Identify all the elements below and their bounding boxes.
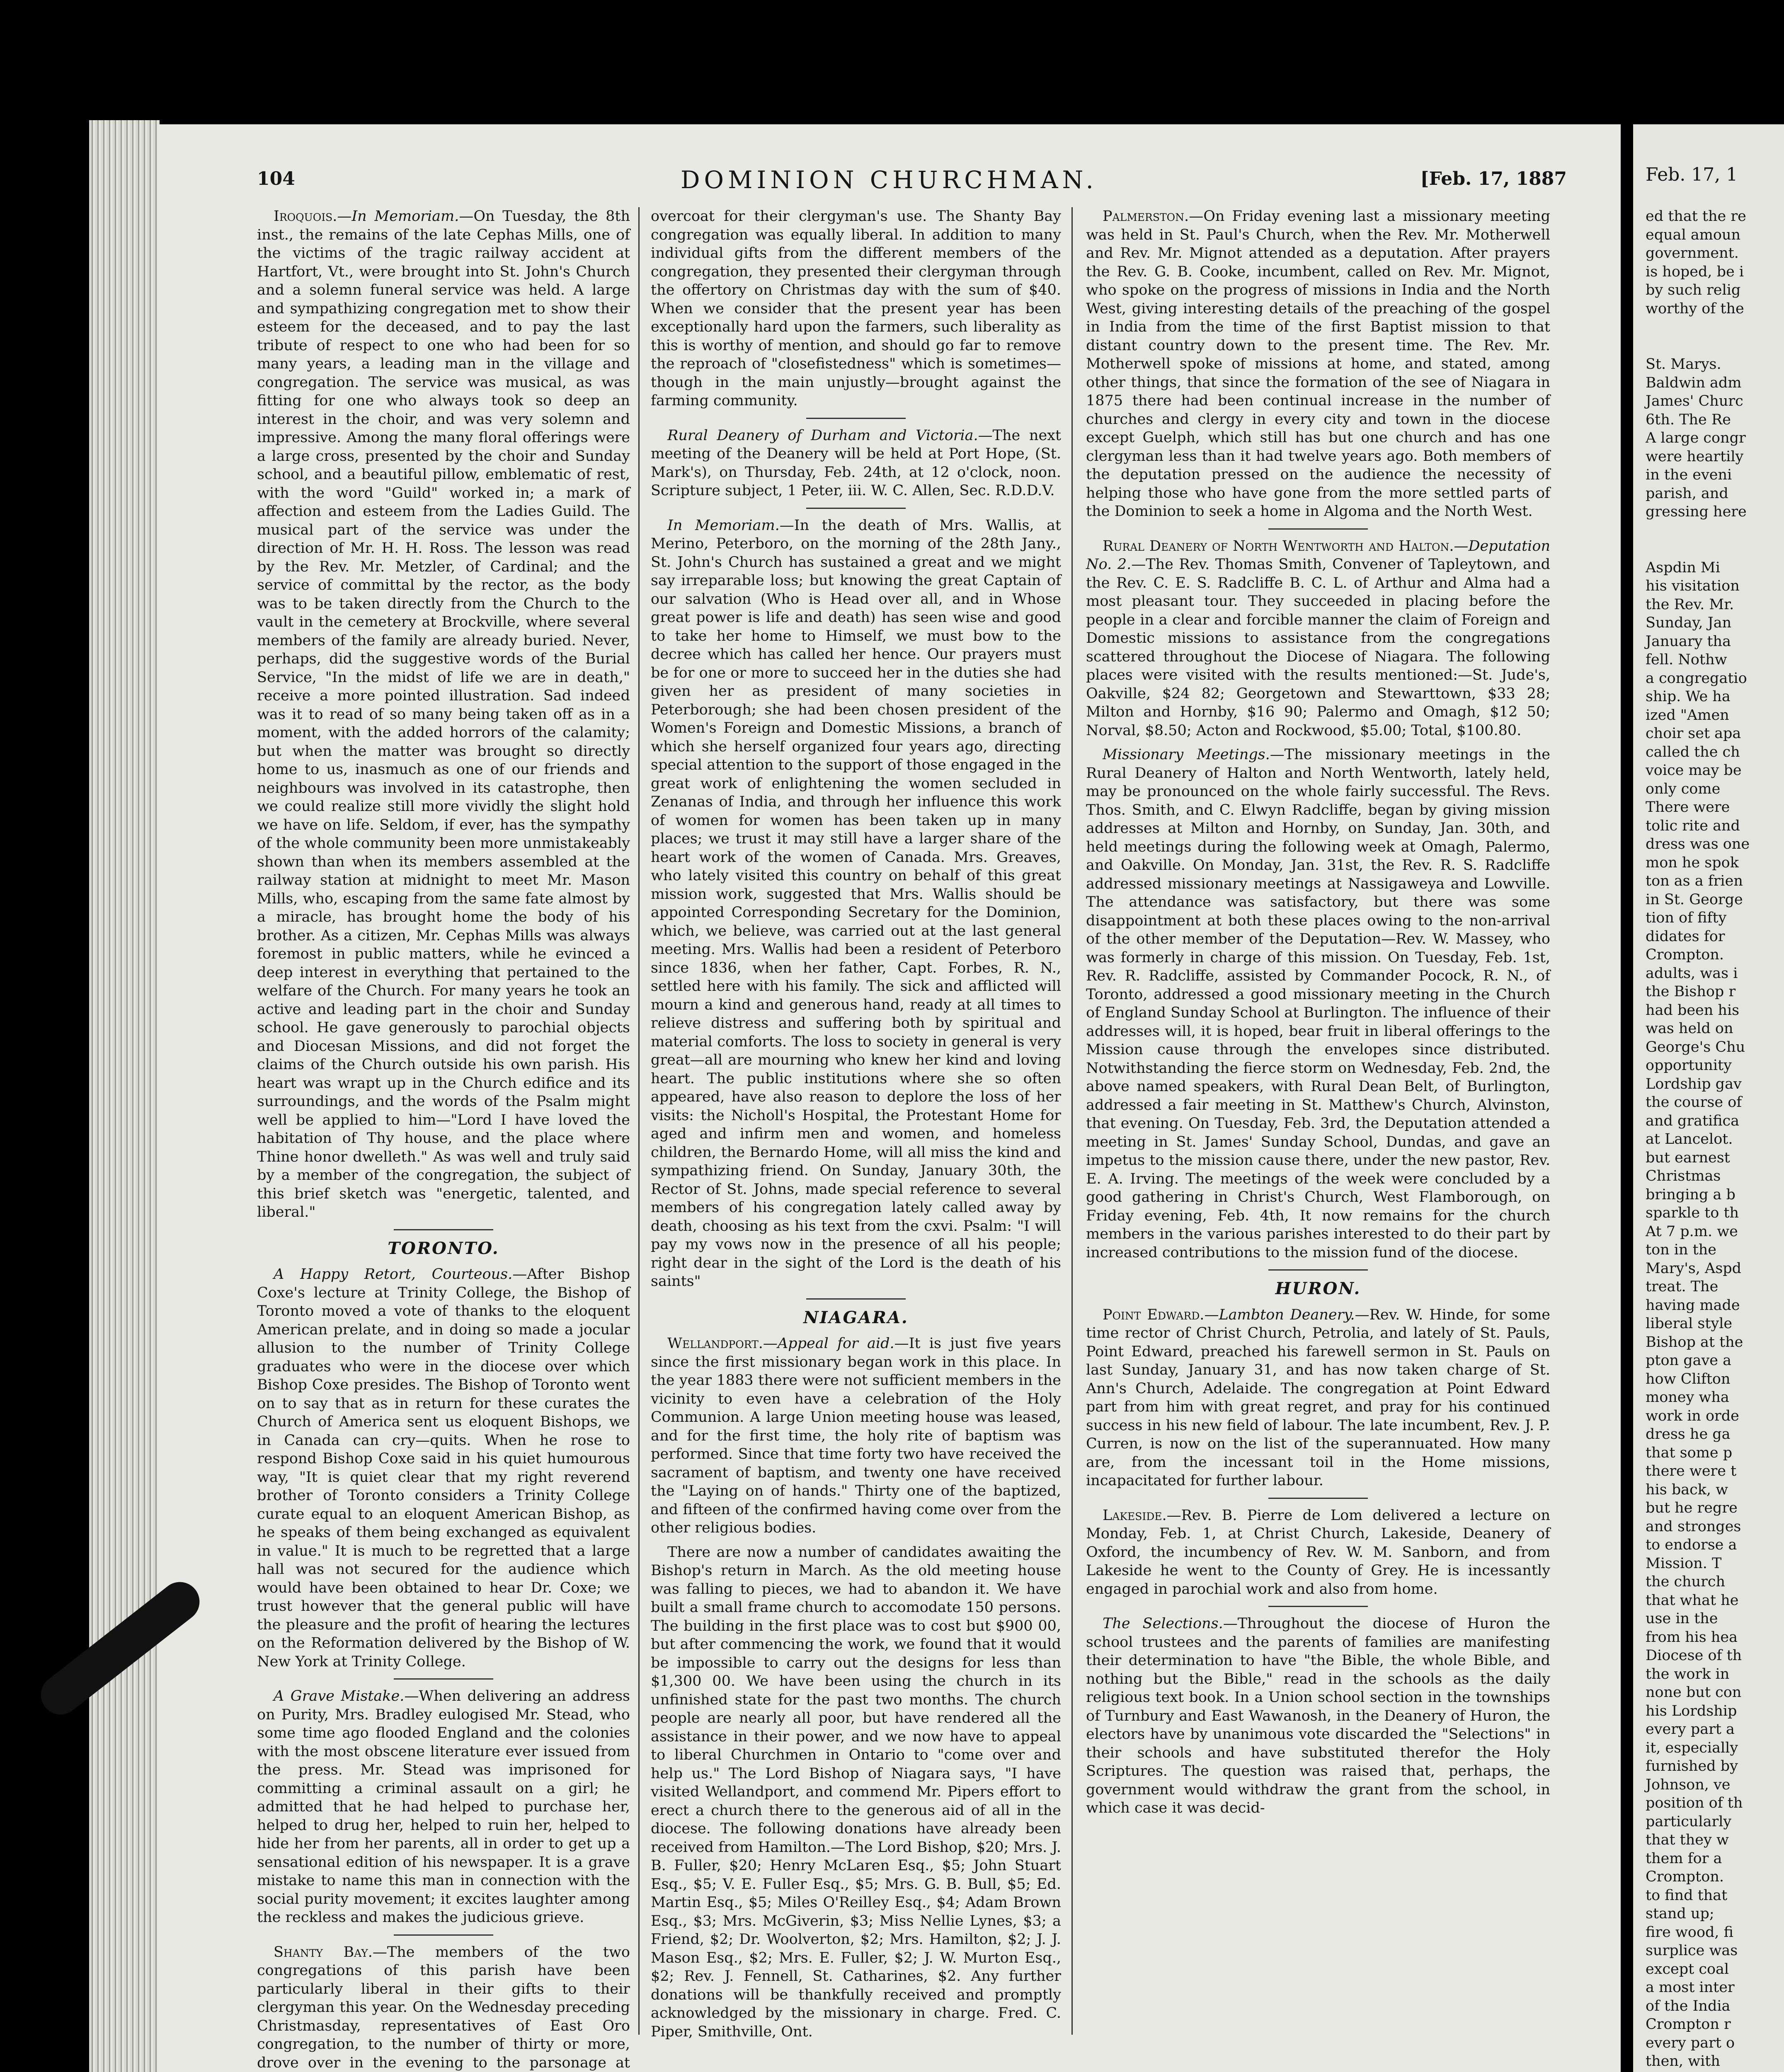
next-page-line: ship. We ha [1646, 688, 1731, 705]
separator [394, 1678, 493, 1680]
next-page-line: Lordship gav [1646, 1075, 1742, 1092]
next-page-line: mon he spok [1646, 854, 1739, 871]
next-page-line: his visitation [1646, 578, 1740, 594]
next-page-line: called the ch [1646, 743, 1740, 760]
column-rule [1071, 207, 1073, 2035]
next-page-line: but he regre [1646, 1500, 1738, 1516]
next-page-line: gressing here [1646, 503, 1747, 520]
separator [806, 1298, 906, 1300]
separator [1268, 528, 1368, 530]
article-wellandport-continued: There are now a number of candidates awaiting the Bishop's return in March. As the old meeting house was falling to pieces, we had to abandon it. We have built a small frame church to accomodate 150 persons. The building in the first place was to cost but $900 00, but after commencing the work, we found that it would be impossible to carry out the designs for less than $1,300 00. We have been using the church in its unfinished state for the past two months. The church people are nearly all poor, but have rendered all the assistance in their power, and we now have to appeal to liberal Churchmen in Ontario to "come over and help us." The Lord Bishop of Niagara says, "I have visited Wellandport, and commend Mr. Pipers effort to erect a church there to the generous aid of all in the diocese. The following donations have already been received from Hamilton.—The Lord Bishop, $20; Mrs. J. B. Fuller, $20; Henry McLaren Esq., $5; John Stuart Esq., $5; V. E. Fuller Esq., $5; Mrs. G. B. Bull, $5; Ed. Martin Esq., $5; Miles O'Reilley Esq., $4; Adam Brown Esq., $3; Mrs. McGiverin, $3; Miss Nellie Lynes, $3; a Friend, $2; Dr. Woolverton, $2; Mrs. Hamilton, $2; J. J. Mason Esq., $2; Mrs. E. Fuller, $2; J. W. Murton Esq., $2; Rev. J. Fennell, St. Catharines, $2. Any further donations will be thankfully received and promptly acknowledged by the missionary in charge. Fred. C. Piper, Smithville, Ont. [651, 1544, 1061, 2040]
next-page-line: and stronges [1646, 1518, 1741, 1535]
next-page-line: There were [1646, 799, 1730, 816]
next-page-line: ton in the [1646, 1242, 1716, 1258]
next-page-line: to find that [1646, 1887, 1728, 1904]
article-missionary-meetings: Missionary Meetings.—The missionary meetings in the Rural Deanery of Halton and North Wentworth, lately held, may be pronounced on the whole fairly successful. The Revs. Thos. Smith, and C. Elwyn Radcliffe, began by giving mission addresses at Milton and Hornby, on Sunday, Jan. 30th, and held meetings during the following week at Omagh, Palermo, and Oakville. On Monday, Jan. 31st, the Rev. R. S. Radcliffe addressed missionary meetings at Nassigaweya and Lowville. The attendance was satisfactory, but there was some disappointment at both these places owing to the non-arrival of the other member of the Deputation—Rev. W. Massey, who was formerly in charge of this mission. On Tuesday, Feb. 1st, Rev. R. Radcliffe, assisted by Commander Pocock, R. N., of Toronto, addressed a good missionary meeting in the Church of England Sunday School at Burlington. The influence of their addresses will, it is hoped, bear fruit in liberal offerings to the Mission cause through the envelopes since distributed. Notwithstanding the fierce storm on Wednesday, Feb. 2nd, the above named speakers, with Rural Dean Belt, of Burlington, addressed a fair meeting in St. Matthew's Church, Alvinston, that evening. On Tuesday, Feb. 3rd, the Deputation attended a meeting in St. James' Sunday School, Dundas, and gave an impetus to the mission cause there, under the new pastor, Rev. E. A. Irving. The meetings of the week were concluded by a good gathering in Christ's Church, West Flamborough, on Friday evening, Feb. 4th, It now remains for the church members in the various parishes interested to do their part by increased contributions to the mission fund of the diocese. [1086, 746, 1550, 1261]
next-page-text [1633, 124, 1784, 2072]
separator [1268, 1498, 1368, 1499]
next-page-line: every part a [1646, 1721, 1735, 1738]
next-page-line: government. [1646, 245, 1739, 261]
next-page-line: Crompton r [1646, 2016, 1731, 2033]
next-page-line: Crompton. [1646, 1869, 1724, 1885]
next-page-line: choir set apa [1646, 725, 1741, 742]
next-page-line: voice may be [1646, 762, 1742, 779]
next-page-line: in St. George [1646, 891, 1743, 908]
next-page-line: position of th [1646, 1795, 1743, 1811]
article-shanty-bay-continued: overcoat for their clergyman's use. The Shanty Bay congregation was equally liberal. In addition to many individual gifts from the different members of the congregation, they presented their clergyman through the offertory on Christmas day with the sum of $40. When we consider that the present year has been exceptionally hard upon the farmers, such liberality as this is worthy of mention, and should go far to remove the reproach of "closefistedness" which is sometimes—though in the main unjustly—brought against the farming community. [651, 208, 1061, 409]
next-page-line: and gratifica [1646, 1112, 1740, 1129]
next-page-line: Christmas [1646, 1168, 1721, 1184]
next-page-line: a congregatio [1646, 670, 1747, 687]
next-page-line: equal amoun [1646, 226, 1741, 243]
next-page-line: At 7 p.m. we [1646, 1223, 1738, 1240]
next-page-line: his Lordship [1646, 1702, 1737, 1719]
article-point-edward: Point Edward.—Lambton Deanery.—Rev. W. Hinde, for some time rector of Christ Church, Petrolia, and lately of St. Pauls, Point Edward, preached his farewell sermon in St. Pauls on last Sunday, January 31, and has now taken charge of St. Ann's Church, Adelaide. The congregation at Point Edward part from him with great regret, and pray for his continued success in his new field of labour. The late incumbent, Rev. J. P. Curren, is now on the list of the superannuated. How many are, from the incessant toil in the Home missions, incapacitated for further labour. [1086, 1306, 1550, 1489]
newspaper-page [158, 124, 1621, 2072]
next-page-line: worthy of the [1646, 300, 1744, 317]
next-page-line: sparkle to th [1646, 1205, 1739, 1221]
next-page-line: in the eveni [1646, 467, 1732, 483]
next-page-line: were heartily [1646, 448, 1744, 465]
next-page-line: a most inter [1646, 1979, 1735, 1996]
next-page-line: dress was one [1646, 836, 1750, 852]
next-page-line: money wha [1646, 1389, 1729, 1406]
next-page-line: parish, and [1646, 485, 1728, 502]
next-page-line: Mission. T [1646, 1555, 1722, 1572]
next-page-line: at Lancelot. [1646, 1131, 1733, 1147]
next-page-line: is hoped, be i [1646, 263, 1744, 280]
next-page-line: A large congr [1646, 430, 1746, 446]
next-page-line: James' Churc [1646, 393, 1743, 409]
journal-title: DOMINION CHURCHMAN. [681, 166, 1098, 194]
next-page-line: it, especially [1646, 1739, 1738, 1756]
article-wellandport: Wellandport.—Appeal for aid.—It is just five years since the first missionary began work in this place. In the year 1883 there were not sufficient members in the vicinity to even have a celebration of the Holy Communion. A large Union meeting house was leased, and for the first time, the holy rite of baptism was performed. Since that time forty two have received the sacrament of baptism, and twenty one have received the "Laying on of hands." Thirty one of the baptized, and fifteen of the confirmed having come over from the other religious bodies. [651, 1335, 1061, 1536]
article-palmerston: Palmerston.—On Friday evening last a missionary meeting was held in St. Paul's Church, when the Rev. Mr. Motherwell and Rev. Mr. Mignot attended as a deputation. After prayers the Rev. G. B. Cooke, incumbent, called on Rev. Mr. Mignot, who spoke on the progress of missions in India and the North West, giving interesting details of the preaching of the gospel in India from the time of the first Baptist mission to that distant country down to the present time. The Rev. Mr. Motherwell spoke of missions at home, and stated, among other things, that since the formation of the see of Niagara in 1875 there had been continual increase in the number of churches and clergy in every city and town in the diocese except Guelph, which still has but one church and has one clergyman less than it had twelve years ago. Both members of the deputation pressed on the audience the necessity of helping those who have gone from the more settled parts of the Dominion to seek a home in Algoma and the North West. [1086, 208, 1550, 520]
column-1 [257, 207, 630, 2071]
separator [806, 418, 906, 419]
next-page-line: having made [1646, 1297, 1740, 1314]
next-page-line: Crompton. [1646, 946, 1724, 963]
next-page-line: the work in [1646, 1665, 1730, 1682]
article-iroquois: Iroquois.—In Memoriam.—On Tuesday, the 8th inst., the remains of the late Cephas Mills, one of the victims of the tragic railway accident at Hartfort, Vt., were brought into St. John's Church and a solemn funeral service was held. A large and sympathizing congregation met to show their esteem for the deceased, and to pay the last tribute of respect to one who had been for so many years, a leading man in the village and congregation. The service was musical, as was fitting for one who always took so deep an interest in the choir, and was very solemn and impressive. Among the many floral offerings were a large cross, presented by the choir and Sunday school, and a beautiful pillow, emblematic of rest, with the word "Guild" worked in; a mark of affection and esteem from the Ladies Guild. The musical part of the service was under the direction of Mr. H. H. Ross. The lesson was read by the Rev. Mr. Metzler, of Cardinal; and the service of committal by the rector, as the body was to be taken directly from the Church to the vault in the cemetery at Brockville, where several members of the family are already buried. Never, perhaps, did the suggestive words of the Burial Service, "In the midst of life we are in death," receive a more pointed illustration. Sad indeed was it to read of so many being taken off as in a moment, with the added horrors of the calamity; but when the matter was brought so directly home to us, inasmuch as one of our friends and neighbours was involved in its catastrophe, then we could realize still more vividly the slight hold we have on life. Seldom, if ever, has the sympathy of the whole community been more unmistakeably shown than when its members assembled at the railway station at midnight to meet Mr. Mason Mills, who, escaping from the same fate almost by a miracle, has brought home the body of his brother. As a citizen, Mr. Cephas Mills was always foremost in public matters, while he evinced a deep interest in everything that pertained to the welfare of the Church. For many years he took an active and leading part in the choir and Sunday school. He gave generously to parochial objects and Diocesan Missions, and did not forget the claims of the Church outside his own parish. His heart was wrapt up in the Church edifice and its surroundings, and the words of the Psalm might well be applied to him—"Lord I have loved the habitation of Thy house, and the place where Thine honor dwelleth." As was well and truly said by a member of the congregation, the subject of this brief sketch was "energetic, talented, and liberal." [257, 208, 630, 1220]
issue-date: [Feb. 17, 1887 [1420, 168, 1567, 189]
next-page-line: them for a [1646, 1850, 1722, 1867]
next-page-line: didates for [1646, 928, 1725, 945]
next-page-line: none but con [1646, 1684, 1742, 1701]
next-page-line: use in the [1646, 1610, 1718, 1627]
next-page-line: that some p [1646, 1444, 1733, 1461]
next-page-line: Mary's, Aspd [1646, 1260, 1742, 1277]
next-page-line: work in orde [1646, 1407, 1739, 1424]
next-page-line: January tha [1646, 633, 1731, 650]
article-happy-retort: A Happy Retort, Courteous.—After Bishop Coxe's lecture at Trinity College, the Bishop of Toronto moved a vote of thanks to the eloquent American prelate, and in doing so made a jocular allusion to the number of Trinity College graduates who were in the diocese over which Bishop Coxe presides. The Bishop of Toronto went on to say that as in return for these curates the Church of America sent us eloquent Bishops, we in Canada can cry—quits. When he rose to respond Bishop Coxe said in his quiet humourous way, "It is quiet clear that my right reverend brother of Toronto considers a Trinity College curate equal to an eloquent American Bishop, as he speaks of them being exchanged as equivalent in value." It is much to be regretted that a large hall was not secured for the audience which would have been obtained to hear Dr. Coxe; we trust however that the general public will have the pleasure and the profit of hearing the lectures on the Reformation delivered by the Bishop of W. New York at Trinity College. [257, 1266, 630, 1670]
article-shanty-bay: Shanty Bay.—The members of the two congregations of this parish have been particularly liberal in their gifts to their clergyman this year. On the Wednesday preceding Christmasday, representatives of East Oro congregation, to the number of thirty or more, drove over in the evening to the parsonage at [257, 1944, 630, 2071]
next-page-line: that what he [1646, 1592, 1739, 1609]
next-page-line: bringing a b [1646, 1186, 1736, 1203]
separator [394, 1934, 493, 1936]
column-2 [651, 207, 1061, 2051]
article-selections: The Selections.—Throughout the diocese of Huron the school trustees and the parents of families are manifesting their determination to have "the Bible, the whole Bible, and nothing but the Bible," read in the schools as the daily religious text book. In a Union school section in the townships of Turnbury and East Wawanosh, in the Deanery of Huron, the electors have by unanimous vote discarded the "Selections" in their schools and have substituted therefor the Holy Scriptures. The question was raised that, perhaps, the government would withdraw the grant from the school, in which case it was decid- [1086, 1615, 1550, 1816]
next-page-line: had been his [1646, 1002, 1740, 1019]
article-lakeside: Lakeside.—Rev. B. Pierre de Lom delivered a lecture on Monday, Feb. 1, at Christ Church, Lakeside, Deanery of Oxford, the incumbency of Rev. W. M. Sanborn, and from Lakeside he went to the County of Grey. He is incessantly engaged in parochial work and also from home. [1086, 1507, 1550, 1598]
next-page-line: ed that the re [1646, 208, 1746, 225]
next-page-line: every part o [1646, 2034, 1735, 2051]
next-page-line: ized "Amen [1646, 707, 1729, 724]
next-page-line: 6th. The Re [1646, 411, 1731, 428]
next-page-line: stand up; [1646, 1905, 1714, 1922]
next-page-line: ton as a frien [1646, 873, 1743, 889]
next-page-line: how Clifton [1646, 1370, 1731, 1387]
next-page-fragment [1633, 124, 1784, 2072]
next-page-line: surplice was [1646, 1942, 1738, 1959]
section-heading-toronto: TORONTO. [388, 1238, 499, 1258]
next-page-line: Aspdin Mi [1646, 559, 1720, 576]
next-page-line: then, with [1646, 2053, 1720, 2070]
next-page-line: to endorse a [1646, 1537, 1737, 1553]
separator [394, 1229, 493, 1230]
next-page-line: the Bishop r [1646, 983, 1736, 1000]
next-page-line: opportunity [1646, 1057, 1732, 1074]
column-rule [638, 207, 640, 2035]
next-page-line: tion of fifty [1646, 910, 1727, 926]
next-page-line: by such relig [1646, 282, 1741, 298]
next-page-line: treat. The [1646, 1278, 1719, 1295]
next-page-line: only come [1646, 780, 1721, 797]
column-3 [1086, 207, 1550, 2051]
next-page-line: except coal [1646, 1961, 1729, 1978]
next-page-header: Feb. 17, 1 [1646, 164, 1738, 185]
next-page-line: George's Chu [1646, 1038, 1745, 1055]
next-page-line: but earnest [1646, 1149, 1730, 1166]
next-page-line: fire wood, fi [1646, 1924, 1734, 1941]
next-page-line: pton gave a [1646, 1352, 1731, 1369]
next-page-line: Baldwin adm [1646, 374, 1742, 391]
next-page-line: that they w [1646, 1832, 1729, 1848]
next-page-line: Johnson, ve [1646, 1776, 1731, 1793]
section-heading-huron: HURON. [1275, 1279, 1361, 1298]
page-number: 104 [257, 168, 295, 189]
article-rural-deanery-durham: Rural Deanery of Durham and Victoria.—The next meeting of the Deanery will be held at Port Hope, (St. Mark's), on Thursday, Feb. 24th, at 12 o'clock, noon. Scripture subject, 1 Peter, iii. W. C. Allen, Sec. R.D.D.V. [651, 427, 1061, 499]
next-page-line: the course of [1646, 1094, 1742, 1111]
separator [806, 508, 906, 509]
next-page-line: there were t [1646, 1463, 1737, 1479]
next-page-line: his back, w [1646, 1481, 1728, 1498]
page-header [158, 164, 1621, 197]
next-page-line: Diocese of th [1646, 1647, 1742, 1664]
article-in-memoriam-wallis: In Memoriam.—In the death of Mrs. Wallis, at Merino, Peterboro, on the morning of the 28th Jany., St. John's Church has sustained a great and we might say irreparable loss; but knowing the great Captain of our salvation (Who is Head over all, and in Whose great power is life and death) has seen wise and good to take her home to Himself, we must bow to the decree which has called her hence. Our prayers must be for one or more to succeed her in the duties she had given her as president of many societies in Peterborough; she had been chosen president of the Women's Foreign and Domestic Missions, a branch of which she herself organized four years ago, directing special attention to the support of those engaged in the great work of enlightening the women secluded in Zenanas of India, and through her influence this work of women for women has been taken up in many places; we trust it may still have a larger share of the heart work of the women of Canada. Mrs. Greaves, who lately visited this country on behalf of this great mission work, suggested that Mrs. Wallis should be appointed Corresponding Secretary for the Dominion, which, we believe, was carried out at the last general meeting. Mrs. Wallis had been a resident of Peterboro since 1836, when her father, Capt. Forbes, R. N., settled here with his family. The sick and afflicted will mourn a kind and generous hand, ready at all times to relieve distress and suffering both by spiritual and material comforts. The loss to society in general is very great—all are mourning who knew her kind and loving heart. The public institutions where she so often appeared, have also reason to deplore the loss of her visits: the Nicholl's Hospital, the Protestant Home for aged and infirm men and women, and homeless children, the Bernardo Home, will all miss the kind and sympathizing friend. On Sunday, January 30th, the Rector of St. Johns, made special reference to several members of his congregation lately called away by death, choosing as his text from the cxvi. Psalm: "I will pay my vows now in the presence of all his people; right dear in the sight of the Lord is the death of his saints" [651, 517, 1061, 1290]
book-page-edges [89, 120, 160, 2072]
next-page-line: Sunday, Jan [1646, 615, 1732, 631]
next-page-line: the Rev. Mr. [1646, 596, 1734, 613]
next-page-line: dress he ga [1646, 1426, 1731, 1443]
next-page-line: was held on [1646, 1020, 1733, 1037]
separator [1268, 1269, 1368, 1271]
article-rural-deanery-north-wentworth: Rural Deanery of North Wentworth and Halton.—Deputation No. 2.—The Rev. Thomas Smith, Convener of Tapleytown, and the Rev. C. E. S. Radcliffe B. C. L. of Arthur and Alma had a most pleasant tour. They succeeded in placing before the people in a clear and forcible manner the claim of Foreign and Domestic missions to assistance from the congregations scattered throughout the Diocese of Niagara. The following places were visited with the results mentioned:—St. Jude's, Oakville, $24 82; Georgetown and Stewarttown, $33 28; Milton and Hornby, $16 90; Palermo and Omagh, $12 50; Norval, $8.50; Acton and Rockwood, $5.00; Total, $100.80. [1086, 537, 1550, 739]
next-page-line: from his hea [1646, 1629, 1738, 1646]
section-heading-niagara: NIAGARA. [803, 1307, 909, 1327]
next-page-line: of the India [1646, 1997, 1731, 2014]
next-page-line: Bishop at the [1646, 1334, 1743, 1351]
next-page-line: fell. Nothw [1646, 651, 1727, 668]
next-page-line: particularly [1646, 1813, 1732, 1830]
next-page-line: St. Marys. [1646, 356, 1721, 373]
separator [1268, 1606, 1368, 1607]
article-grave-mistake: A Grave Mistake.—When delivering an address on Purity, Mrs. Bradley eulogised Mr. Stead, who some time ago flooded England and the colonies with the most obscene literature ever issued from the press. Mr. Stead was imprisoned for committing a criminal assault on a girl; he admitted that he had helped to purchase her, helped to drug her, helped to ruin her, helped to hide her from her parents, all in order to get up a sensational edition of his newspaper. It is a grave mistake to name this man in connection with the social purity movement; it excites laughter among the reckless and makes the judicious grieve. [257, 1688, 630, 1926]
next-page-line: liberal style [1646, 1315, 1733, 1332]
next-page-line: furnished by [1646, 1758, 1738, 1774]
next-page-line: the church [1646, 1573, 1726, 1590]
next-page-line: tolic rite and [1646, 817, 1740, 834]
next-page-line: adults, was i [1646, 965, 1738, 982]
